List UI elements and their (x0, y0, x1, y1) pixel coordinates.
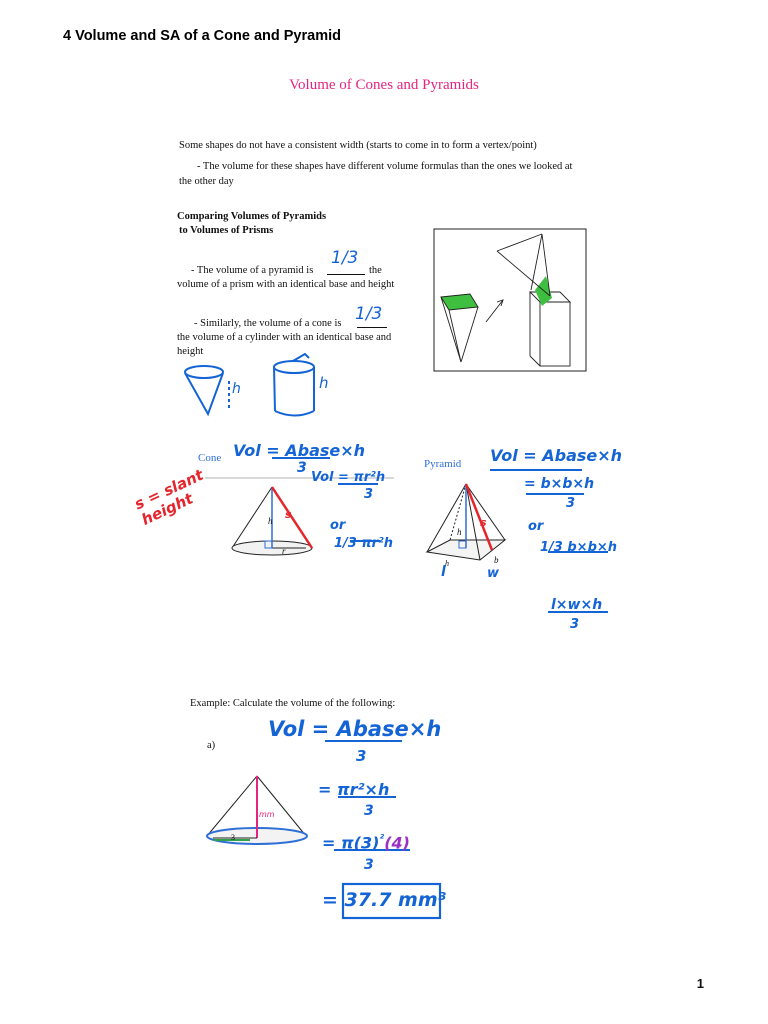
page-number: 1 (696, 976, 704, 991)
pyramid-diagram-h: h (457, 527, 462, 537)
example-step-2: = πr²×h (318, 780, 390, 799)
comparing-heading-2: to Volumes of Prisms (179, 225, 274, 236)
sketch-cylinder (274, 354, 314, 416)
example-dim-3: 3 (231, 833, 235, 842)
slant-height-note: s = slant height (131, 465, 207, 529)
example-part-a: a) (207, 740, 216, 751)
cone-diagram-s: s (285, 508, 292, 521)
handwritten-one-third-1: 1/3 (331, 248, 359, 268)
sketch-cone (185, 366, 229, 414)
pyramid-w-label: w (487, 566, 500, 581)
pyramid-diagram (427, 484, 505, 560)
cone-volume-formula-2: Vol = πr²h (311, 470, 386, 485)
arrow-line (486, 300, 503, 322)
example-answer: = 37.7 mm³ (322, 889, 446, 911)
pyramid-lwh-denominator: 3 (570, 617, 580, 632)
prism-illustration (497, 234, 570, 366)
example-cone-diagram (207, 776, 307, 844)
example-step-2-denominator: 3 (364, 803, 374, 819)
example-formula-denominator: 3 (356, 747, 367, 765)
cone-diagram-r: r (282, 546, 286, 556)
intro-line-3: the other day (179, 176, 234, 187)
pyramid-or-label: or (528, 519, 544, 534)
pyramid-lwh-formula: l×w×h (551, 597, 603, 613)
example-step-3-c: (4) (384, 833, 410, 853)
intro-line-1: Some shapes do not have a consistent width (starts to come in to form a vertex/point) (179, 140, 537, 151)
pyramid-label: Pyramid (424, 458, 462, 470)
example-volume-formula: Vol = Abase×h (268, 717, 442, 741)
sketch-cylinder-h-label: h (319, 374, 329, 392)
cone-label: Cone (198, 452, 222, 464)
cone-sentence-c: height (177, 346, 204, 357)
pyramid-diagram-base-h: h (445, 559, 449, 568)
pyramid-l-label: l (441, 564, 446, 580)
pyramid-diagram-s: s (480, 516, 487, 529)
handwritten-one-third-2: 1/3 (355, 304, 383, 324)
pyramid-sentence-a: - The volume of a pyramid is (191, 265, 314, 276)
example-step-3-a: = π(3) (322, 833, 380, 853)
inverted-pyramid-illustration (441, 294, 478, 362)
pyramid-diagram-b: b (494, 555, 499, 565)
cone-diagram-h: h (268, 516, 273, 526)
cone-sentence-b: the volume of a cylinder with an identical base and (177, 332, 392, 343)
cone-volume-formula: Vol = Abase×h (233, 441, 366, 460)
example-prompt: Example: Calculate the volume of the following: (190, 698, 396, 709)
cone-or-label: or (330, 518, 346, 533)
intro-line-2: - The volume for these shapes have different volume formulas than the ones we looked at (197, 161, 573, 172)
example-mm-label: mm (259, 810, 275, 819)
pyramid-sentence-c: volume of a prism with an identical base and height (177, 279, 395, 290)
pyramid-volume-formula-2: = b×b×h (524, 476, 595, 492)
pyramid-volume-formula: Vol = Abase×h (490, 446, 623, 465)
page-title: Volume of Cones and Pyramids (289, 77, 479, 93)
pyramid-formula-2-denominator: 3 (566, 496, 576, 511)
cone-formula-2-denominator: 3 (364, 487, 374, 502)
example-step-3-b: ² (379, 832, 385, 845)
cone-sentence-a: - Similarly, the volume of a cone is (194, 318, 342, 329)
pyramid-sentence-b: the (369, 265, 382, 276)
pyramid-alt-formula: 1/3 b×b×h (540, 540, 618, 555)
comparing-heading-1: Comparing Volumes of Pyramids (177, 211, 327, 222)
example-step-3 (322, 832, 410, 852)
document-header: 4 Volume and SA of a Cone and Pyramid (63, 28, 341, 44)
cone-alt-formula: 1/3 πr²h (334, 536, 394, 551)
sketch-cone-h-label: h (232, 381, 241, 397)
cone-formula-denominator: 3 (297, 460, 307, 476)
example-step-3-denominator: 3 (364, 857, 374, 873)
